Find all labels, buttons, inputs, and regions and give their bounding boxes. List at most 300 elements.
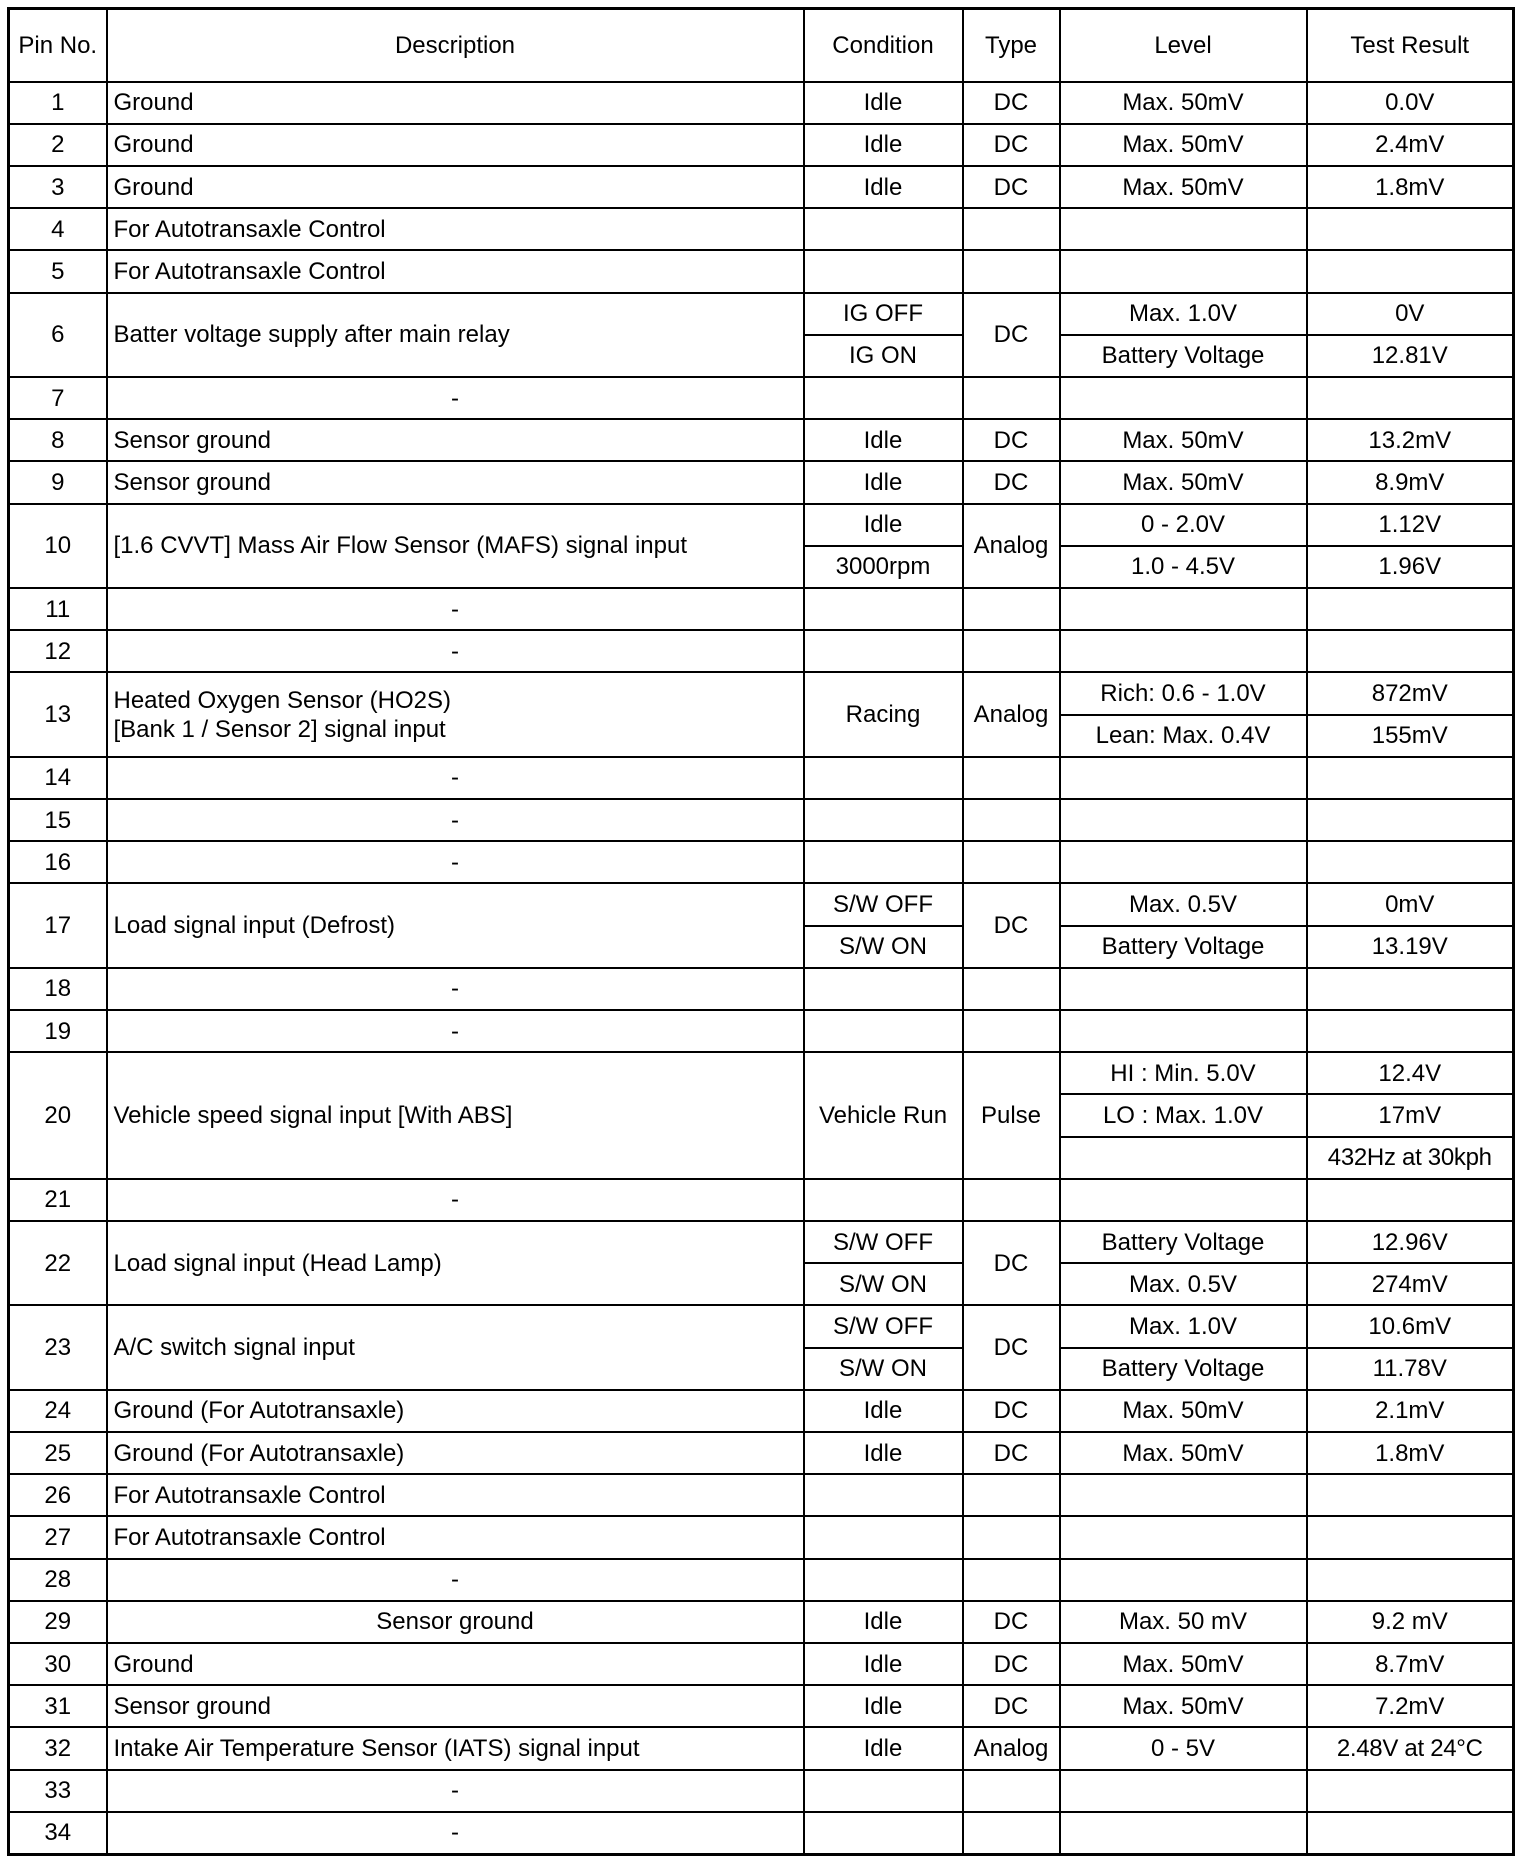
condition-cell: Idle [804,166,963,208]
condition-cell [804,1812,963,1855]
test-result: 872mV [1307,672,1514,714]
condition-cell [804,1179,963,1221]
signal-type: DC [963,1432,1060,1474]
pin-description [107,1432,804,1474]
test-result: 1.96V [1307,546,1514,588]
table-row [9,82,1514,124]
table-row [9,1559,1514,1601]
test-result [1307,250,1514,292]
description-text: Sensor ground [376,1608,534,1636]
condition-cell [804,1474,963,1516]
table-row [9,1221,1514,1263]
pin-number: 27 [9,1516,107,1558]
description-text: For Autotransaxle Control [113,257,386,285]
table-row [9,799,1514,841]
condition-cell [804,1770,963,1812]
condition-cell: S/W OFF [804,1305,963,1347]
condition-cell [804,757,963,799]
pin-description [107,419,804,461]
signal-type [963,757,1060,799]
level-cell [1060,208,1307,250]
table-row [9,1390,1514,1432]
pin-number: 12 [9,630,107,672]
condition-cell: S/W ON [804,1348,963,1390]
level-cell [1060,1559,1307,1601]
level-cell: Max. 1.0V [1060,1305,1307,1347]
description-text: A/C switch signal input [113,1334,355,1362]
condition-cell [804,250,963,292]
pin-number: 33 [9,1770,107,1812]
test-result [1307,757,1514,799]
signal-type: DC [963,1643,1060,1685]
description-text: [Bank 1 / Sensor 2] signal input [113,715,446,743]
description-text: - [451,595,459,623]
test-result [1307,377,1514,419]
condition-cell [804,968,963,1010]
pin-number: 10 [9,504,107,588]
level-cell: Max. 1.0V [1060,293,1307,335]
pin-number: 28 [9,1559,107,1601]
table-row [9,1812,1514,1855]
description-text: Heated Oxygen Sensor (HO2S) [113,686,451,714]
table-row [9,630,1514,672]
pin-description [107,883,804,967]
header-description: Description [107,9,804,82]
signal-type [963,208,1060,250]
pin-description [107,1221,804,1305]
test-result: 13.2mV [1307,419,1514,461]
pin-number: 34 [9,1812,107,1855]
test-result: 12.4V [1307,1052,1514,1094]
description-text: Sensor ground [113,1692,271,1720]
condition-cell: Idle [804,124,963,166]
level-cell [1060,588,1307,630]
description-text: [1.6 CVVT] Mass Air Flow Sensor (MAFS) signal input [113,532,688,560]
level-cell: Max. 50mV [1060,82,1307,124]
signal-type [963,1559,1060,1601]
condition-cell: S/W ON [804,1263,963,1305]
description-text: - [451,1017,459,1045]
level-cell: Battery Voltage [1060,1348,1307,1390]
pin-description [107,799,804,841]
test-result: 9.2 mV [1307,1601,1514,1643]
pin-number: 26 [9,1474,107,1516]
table-row [9,208,1514,250]
description-text: Vehicle speed signal input [With ABS] [113,1101,513,1129]
pin-number: 16 [9,841,107,883]
test-result [1307,1010,1514,1052]
pin-number: 8 [9,419,107,461]
table-row [9,1516,1514,1558]
level-cell: Rich: 0.6 - 1.0V [1060,672,1307,714]
level-cell: Max. 50mV [1060,166,1307,208]
test-result [1307,1559,1514,1601]
test-result: 7.2mV [1307,1685,1514,1727]
description-text: Ground [113,1650,194,1678]
pin-description [107,588,804,630]
signal-type: DC [963,1221,1060,1305]
level-cell: Lean: Max. 0.4V [1060,715,1307,757]
condition-cell [804,630,963,672]
condition-cell: Idle [804,1643,963,1685]
pin-description [107,166,804,208]
table-row [9,461,1514,503]
pin-number: 19 [9,1010,107,1052]
pin-number: 21 [9,1179,107,1221]
signal-type [963,588,1060,630]
level-cell: 0 - 5V [1060,1727,1307,1769]
pin-specification-table [7,7,1515,1856]
level-cell: Battery Voltage [1060,1221,1307,1263]
test-result [1307,841,1514,883]
condition-cell [804,377,963,419]
pin-number: 24 [9,1390,107,1432]
level-cell: Battery Voltage [1060,926,1307,968]
level-cell [1060,377,1307,419]
pin-description [107,124,804,166]
test-result [1307,1770,1514,1812]
pin-number: 30 [9,1643,107,1685]
test-result: 12.96V [1307,1221,1514,1263]
condition-cell: S/W OFF [804,1221,963,1263]
condition-cell: S/W ON [804,926,963,968]
table-row [9,1643,1514,1685]
level-cell [1060,630,1307,672]
condition-cell: 3000rpm [804,546,963,588]
pin-description [107,1052,804,1179]
header-type: Type [963,9,1060,82]
signal-type: DC [963,883,1060,967]
signal-type: Pulse [963,1052,1060,1179]
table-body [9,82,1514,1855]
signal-type: DC [963,1390,1060,1432]
pin-number: 13 [9,672,107,756]
pin-description [107,1179,804,1221]
pin-description [107,1643,804,1685]
table-row [9,166,1514,208]
test-result: 0mV [1307,883,1514,925]
condition-cell [804,1010,963,1052]
test-result: 2.48V at 24°C [1307,1727,1514,1769]
level-cell: Max. 50mV [1060,1432,1307,1474]
description-text: For Autotransaxle Control [113,215,386,243]
level-cell [1060,968,1307,1010]
description-text: - [451,975,459,1003]
pin-description [107,1812,804,1855]
test-result: 0.0V [1307,82,1514,124]
test-result [1307,630,1514,672]
pin-number: 3 [9,166,107,208]
description-text: Sensor ground [113,468,271,496]
pin-description [107,630,804,672]
table-row [9,757,1514,799]
level-cell: 1.0 - 4.5V [1060,546,1307,588]
condition-cell [804,588,963,630]
condition-cell: S/W OFF [804,883,963,925]
header-pin-no: Pin No. [9,9,107,82]
condition-cell: Idle [804,1432,963,1474]
pin-description [107,1516,804,1558]
table-row [9,841,1514,883]
test-result: 0V [1307,293,1514,335]
pin-number: 1 [9,82,107,124]
level-cell [1060,757,1307,799]
signal-type: DC [963,461,1060,503]
test-result [1307,588,1514,630]
pin-description [107,672,804,756]
pin-number: 29 [9,1601,107,1643]
signal-type [963,1770,1060,1812]
table-row [9,1601,1514,1643]
description-text: For Autotransaxle Control [113,1481,386,1509]
signal-type [963,1812,1060,1855]
header-condition: Condition [804,9,963,82]
table-row [9,377,1514,419]
test-result: 155mV [1307,715,1514,757]
level-cell [1060,1137,1307,1179]
signal-type: Analog [963,504,1060,588]
description-text: Load signal input (Defrost) [113,912,395,940]
level-cell: Max. 0.5V [1060,883,1307,925]
condition-cell: Idle [804,1390,963,1432]
level-cell [1060,1516,1307,1558]
condition-cell: IG OFF [804,293,963,335]
pin-description [107,461,804,503]
description-text: - [451,848,459,876]
pin-description [107,968,804,1010]
test-result: 10.6mV [1307,1305,1514,1347]
pin-number: 9 [9,461,107,503]
table-row [9,1685,1514,1727]
test-result: 11.78V [1307,1348,1514,1390]
signal-type [963,968,1060,1010]
test-result: 8.9mV [1307,461,1514,503]
description-text: Load signal input (Head Lamp) [113,1249,442,1277]
condition-cell [804,841,963,883]
signal-type [963,377,1060,419]
pin-number: 25 [9,1432,107,1474]
level-cell: Max. 50mV [1060,461,1307,503]
pin-description [107,504,804,588]
test-result: 1.8mV [1307,1432,1514,1474]
signal-type: DC [963,82,1060,124]
pin-number: 31 [9,1685,107,1727]
description-text: - [451,384,459,412]
test-result: 2.4mV [1307,124,1514,166]
condition-cell [804,799,963,841]
level-cell: HI : Min. 5.0V [1060,1052,1307,1094]
pin-number: 22 [9,1221,107,1305]
signal-type: DC [963,124,1060,166]
pin-description [107,1559,804,1601]
signal-type: Analog [963,672,1060,756]
pin-description [107,757,804,799]
level-cell [1060,1812,1307,1855]
description-text: - [451,1566,459,1594]
pin-description [107,377,804,419]
level-cell [1060,250,1307,292]
pin-description [107,1010,804,1052]
test-result [1307,1812,1514,1855]
table-row [9,419,1514,461]
pin-number: 20 [9,1052,107,1179]
signal-type: DC [963,166,1060,208]
pin-number: 6 [9,293,107,377]
test-result: 8.7mV [1307,1643,1514,1685]
condition-cell: Idle [804,1727,963,1769]
test-result: 2.1mV [1307,1390,1514,1432]
table-row [9,1432,1514,1474]
description-text: - [451,637,459,665]
level-cell [1060,799,1307,841]
signal-type [963,1516,1060,1558]
level-cell [1060,841,1307,883]
pin-number: 11 [9,588,107,630]
description-text: Sensor ground [113,426,271,454]
condition-cell: IG ON [804,335,963,377]
pin-number: 2 [9,124,107,166]
description-text: - [451,806,459,834]
pin-description [107,1305,804,1389]
signal-type: DC [963,1601,1060,1643]
description-text: Ground (For Autotransaxle) [113,1439,405,1467]
pin-description [107,1601,804,1643]
condition-cell: Idle [804,461,963,503]
test-result: 12.81V [1307,335,1514,377]
signal-type [963,1010,1060,1052]
level-cell [1060,1474,1307,1516]
pin-number: 17 [9,883,107,967]
test-result: 1.8mV [1307,166,1514,208]
table-row [9,883,1514,925]
level-cell: Max. 50mV [1060,1685,1307,1727]
description-text: - [451,1186,459,1214]
pin-description [107,1770,804,1812]
signal-type: DC [963,419,1060,461]
test-result [1307,799,1514,841]
test-result [1307,968,1514,1010]
condition-cell: Idle [804,504,963,546]
header-level: Level [1060,9,1307,82]
description-text: Ground [113,89,194,117]
signal-type: DC [963,1685,1060,1727]
level-cell: Max. 50mV [1060,1390,1307,1432]
signal-type: Analog [963,1727,1060,1769]
level-cell [1060,1770,1307,1812]
table-row [9,1305,1514,1347]
description-text: Ground (For Autotransaxle) [113,1397,405,1425]
pin-number: 5 [9,250,107,292]
description-text: Intake Air Temperature Sensor (IATS) signal input [113,1735,640,1763]
level-cell [1060,1179,1307,1221]
pin-description [107,250,804,292]
level-cell: Max. 50 mV [1060,1601,1307,1643]
test-result [1307,208,1514,250]
header-row [9,9,1514,82]
test-result: 432Hz at 30kph [1307,1137,1514,1179]
level-cell: Max. 50mV [1060,1643,1307,1685]
signal-type [963,799,1060,841]
table-row [9,1010,1514,1052]
condition-cell: Vehicle Run [804,1052,963,1179]
test-result [1307,1516,1514,1558]
test-result: 17mV [1307,1094,1514,1136]
table-row [9,504,1514,546]
condition-cell [804,208,963,250]
signal-type [963,841,1060,883]
signal-type [963,630,1060,672]
table-row [9,124,1514,166]
description-text: - [451,1819,459,1847]
description-text: Ground [113,173,194,201]
description-text: Batter voltage supply after main relay [113,321,510,349]
pin-number: 32 [9,1727,107,1769]
level-cell [1060,1010,1307,1052]
description-text: For Autotransaxle Control [113,1524,386,1551]
condition-cell: Idle [804,1685,963,1727]
pin-number: 18 [9,968,107,1010]
condition-cell: Idle [804,1601,963,1643]
pin-number: 7 [9,377,107,419]
level-cell: 0 - 2.0V [1060,504,1307,546]
table-row [9,1770,1514,1812]
description-text: - [451,1777,459,1805]
table-row [9,1052,1514,1094]
table-row [9,968,1514,1010]
header-test-result: Test Result [1307,9,1514,82]
pin-description [107,208,804,250]
pin-description [107,1474,804,1516]
level-cell: Max. 50mV [1060,124,1307,166]
condition-cell: Racing [804,672,963,756]
table-row [9,1474,1514,1516]
table-row [9,1179,1514,1221]
description-text: Ground [113,131,194,159]
condition-cell [804,1516,963,1558]
condition-cell: Idle [804,82,963,124]
signal-type: DC [963,293,1060,377]
signal-type [963,1474,1060,1516]
table-row [9,1727,1514,1769]
test-result: 1.12V [1307,504,1514,546]
pin-description [107,1685,804,1727]
level-cell: LO : Max. 1.0V [1060,1094,1307,1136]
description-text: - [451,764,459,792]
test-result: 274mV [1307,1263,1514,1305]
table-row [9,293,1514,335]
level-cell: Max. 0.5V [1060,1263,1307,1305]
table-row [9,672,1514,714]
pin-number: 23 [9,1305,107,1389]
signal-type [963,250,1060,292]
table-row [9,250,1514,292]
pin-description [107,1727,804,1769]
pin-description [107,841,804,883]
test-result: 13.19V [1307,926,1514,968]
condition-cell: Idle [804,419,963,461]
pin-number: 15 [9,799,107,841]
level-cell: Max. 50mV [1060,419,1307,461]
level-cell: Battery Voltage [1060,335,1307,377]
signal-type: DC [963,1305,1060,1389]
table-row [9,588,1514,630]
pin-description [107,293,804,377]
pin-number: 4 [9,208,107,250]
signal-type [963,1179,1060,1221]
test-result [1307,1179,1514,1221]
test-result [1307,1474,1514,1516]
pin-description [107,1390,804,1432]
